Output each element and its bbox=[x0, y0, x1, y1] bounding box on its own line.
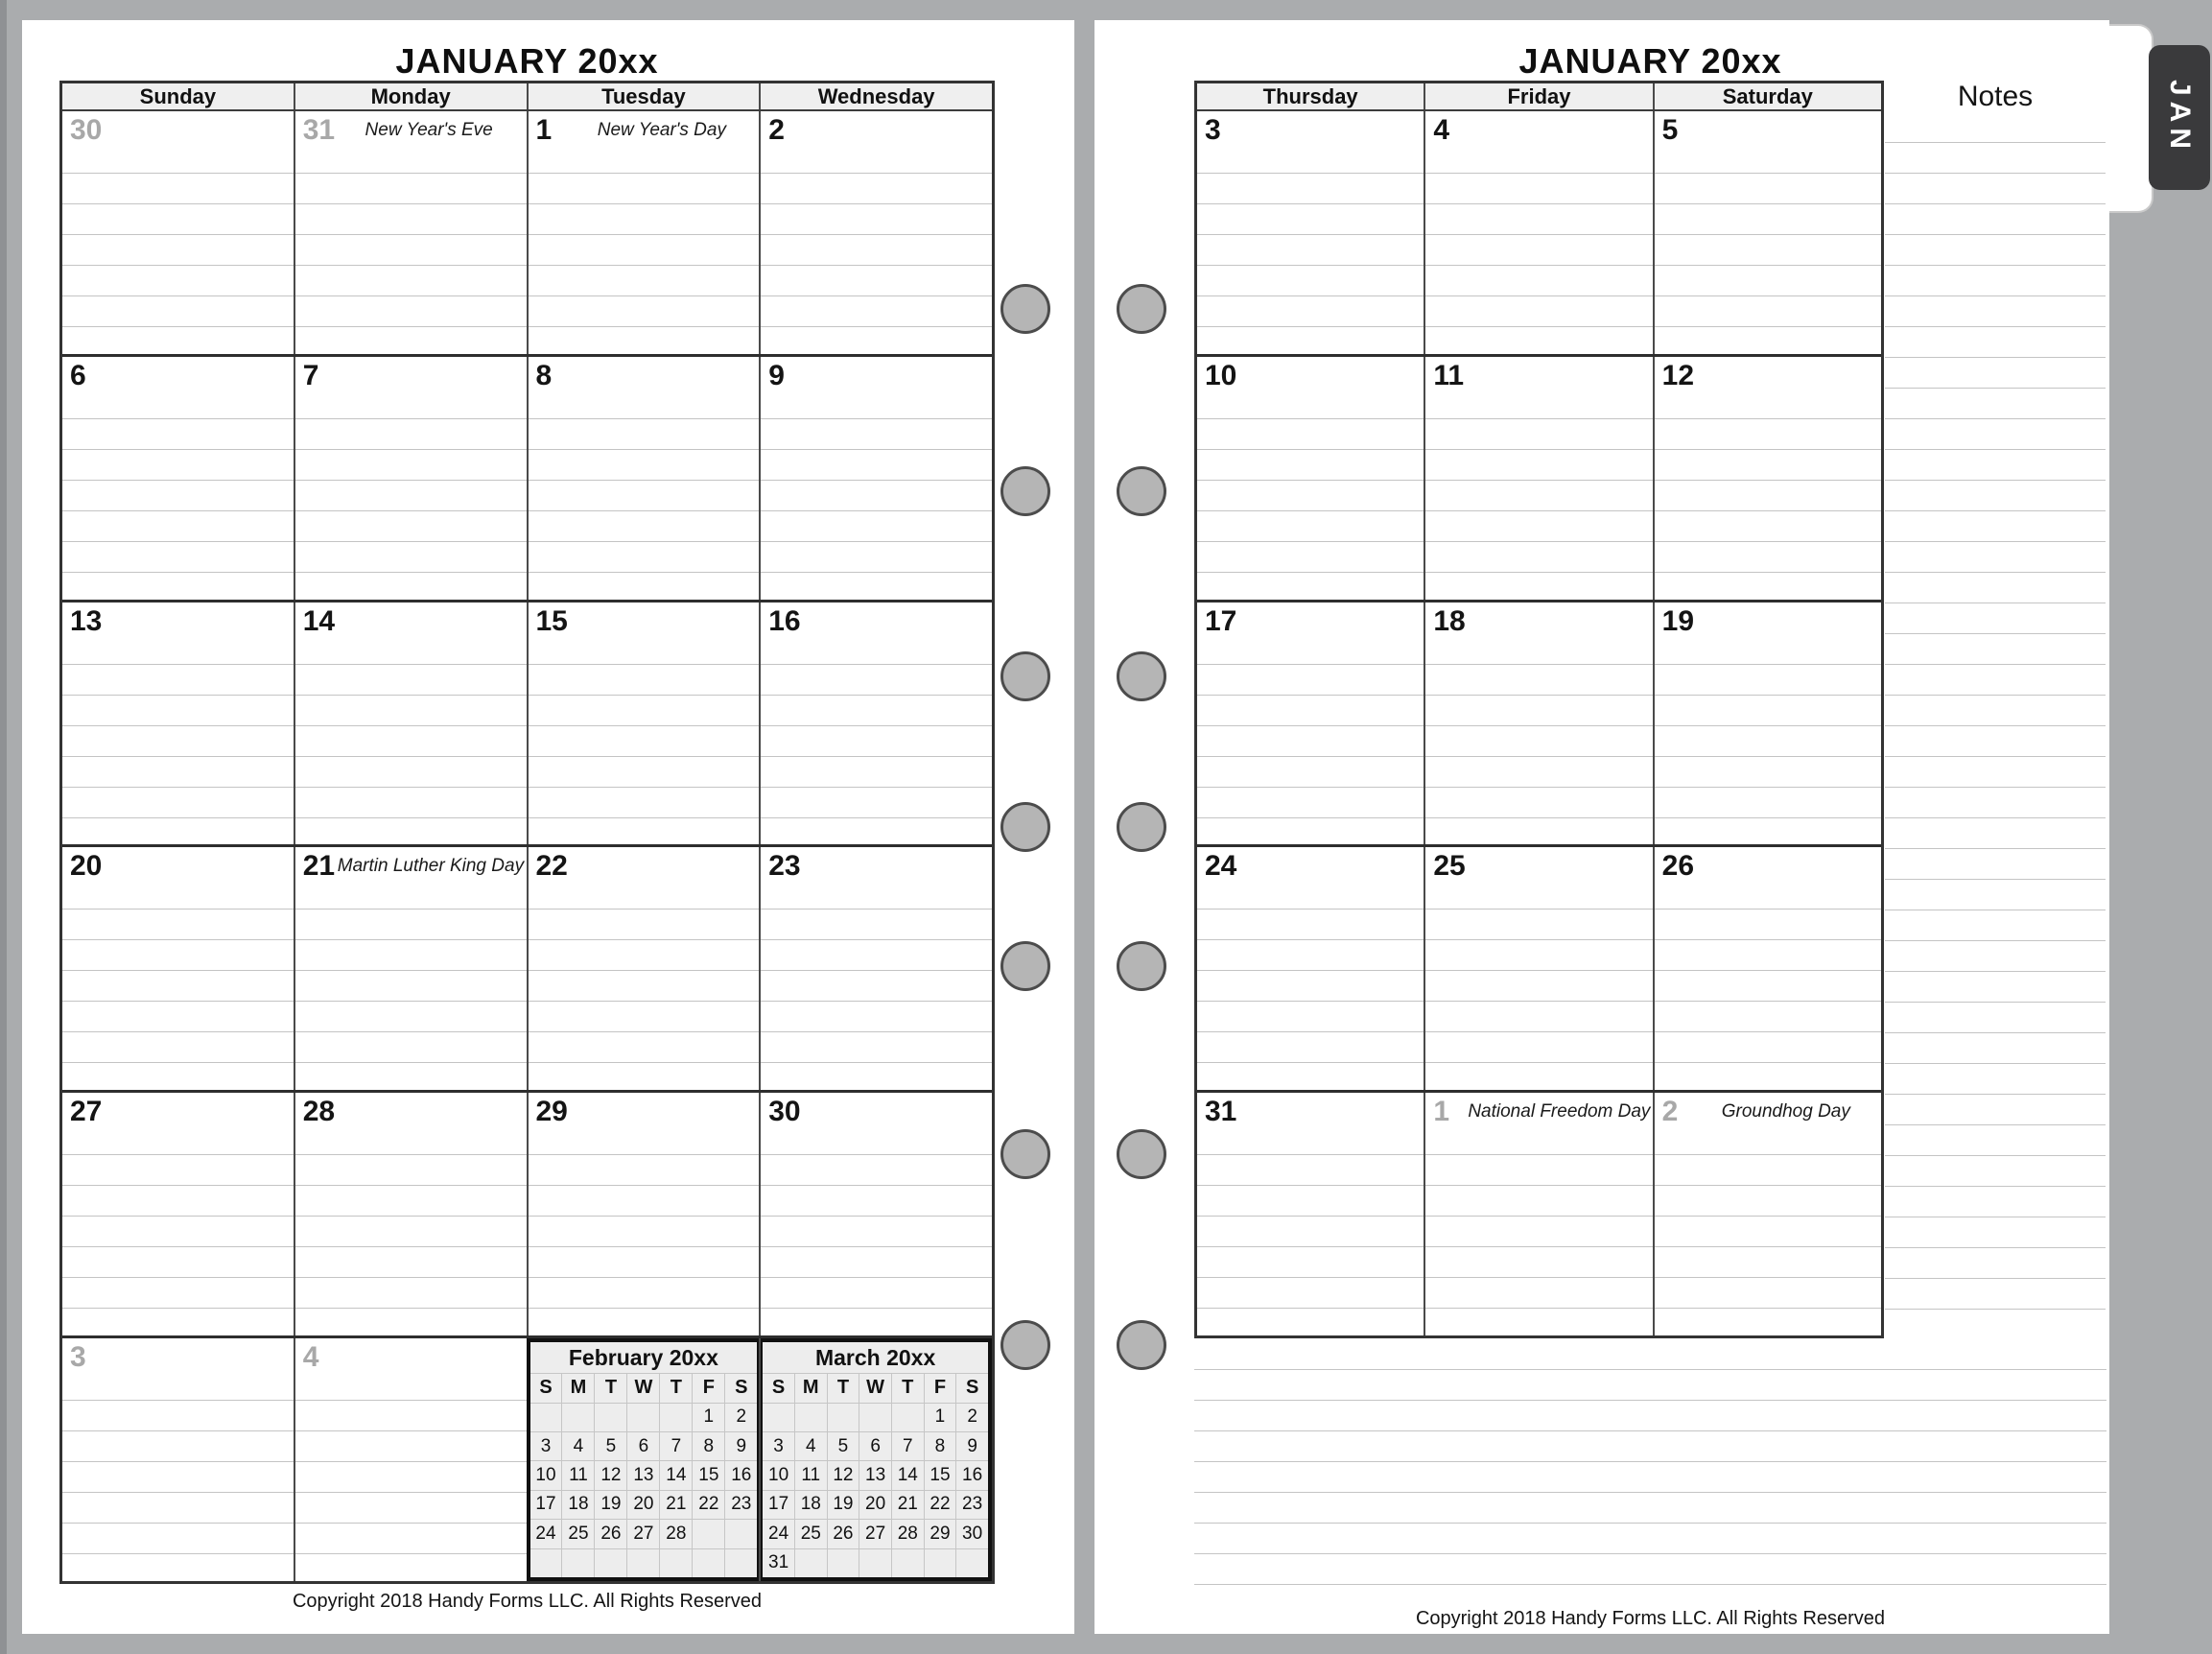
day-number: 7 bbox=[302, 359, 319, 391]
holiday-label: New Year's Day bbox=[597, 120, 726, 140]
week-row bbox=[62, 844, 992, 1090]
notes-line bbox=[1885, 357, 2106, 358]
mini-day bbox=[659, 1404, 692, 1431]
week-row bbox=[62, 354, 992, 600]
mini-day bbox=[692, 1549, 724, 1577]
day-cell-18 bbox=[1424, 603, 1652, 845]
mini-day bbox=[891, 1404, 924, 1431]
mini-week-row bbox=[530, 1490, 758, 1519]
week-row bbox=[1197, 354, 1881, 600]
day-number: 17 bbox=[1205, 604, 1237, 637]
mini-weekday: S bbox=[771, 1377, 786, 1399]
mini-day: 11 bbox=[561, 1461, 594, 1489]
mini-weekday: T bbox=[827, 1374, 859, 1402]
header-tuesday: Tuesday bbox=[527, 83, 760, 109]
mini-day bbox=[659, 1549, 692, 1577]
day-cell-11 bbox=[1424, 357, 1652, 600]
header-friday: Friday bbox=[1424, 83, 1652, 109]
mini-week-row bbox=[530, 1431, 758, 1460]
mini-week-row bbox=[763, 1490, 988, 1519]
day-number: 26 bbox=[1661, 850, 1695, 883]
day-cell-4 bbox=[1424, 111, 1652, 354]
day-number: 16 bbox=[768, 604, 801, 637]
day-cell-3 bbox=[62, 1338, 294, 1581]
day-number: 10 bbox=[1205, 359, 1237, 391]
mini-day: 21 bbox=[659, 1491, 692, 1519]
day-cell-9 bbox=[759, 357, 992, 600]
mini-day: 27 bbox=[859, 1520, 891, 1548]
mini-day: 7 bbox=[659, 1432, 692, 1460]
day-cell-12 bbox=[1653, 357, 1881, 600]
day-number: 8 bbox=[535, 359, 553, 391]
mini-day bbox=[827, 1549, 859, 1577]
binder-hole bbox=[1117, 941, 1166, 991]
day-number: 14 bbox=[302, 604, 336, 637]
day-number: 11 bbox=[1433, 359, 1465, 391]
mini-day: 28 bbox=[659, 1520, 692, 1548]
day-number: 30 bbox=[768, 1096, 801, 1128]
mini-day: 10 bbox=[535, 1465, 556, 1486]
notes-line bbox=[1885, 633, 2106, 634]
mini-day bbox=[891, 1549, 924, 1577]
notes-line bbox=[1885, 295, 2106, 296]
mini-day: 5 bbox=[827, 1432, 859, 1460]
mini-day bbox=[561, 1549, 594, 1577]
notes-line bbox=[1885, 173, 2106, 174]
mini-day: 24 bbox=[768, 1523, 789, 1544]
mini-calendar-march bbox=[761, 1338, 992, 1581]
day-cell-2 bbox=[759, 111, 992, 354]
bottom-notes-line bbox=[1194, 1523, 2106, 1524]
mini-day: 14 bbox=[891, 1461, 924, 1489]
binder-hole bbox=[1000, 651, 1050, 701]
mini-week-row bbox=[763, 1431, 988, 1460]
mini-day: 15 bbox=[692, 1461, 724, 1489]
binder-hole bbox=[1000, 1320, 1050, 1370]
mini-day: 8 bbox=[924, 1432, 956, 1460]
day-cell-6 bbox=[62, 357, 294, 600]
day-cell-16 bbox=[759, 603, 992, 845]
mini-day: 7 bbox=[891, 1432, 924, 1460]
notes-line bbox=[1885, 265, 2106, 266]
mini-day: 13 bbox=[626, 1461, 659, 1489]
mini-day: 22 bbox=[692, 1491, 724, 1519]
header-sunday: Sunday bbox=[139, 83, 217, 108]
mini-day bbox=[626, 1404, 659, 1431]
day-cell-26 bbox=[1653, 847, 1881, 1090]
mini-week-row bbox=[763, 1519, 988, 1548]
day-cell-21 bbox=[294, 847, 527, 1090]
binder-hole bbox=[1000, 1129, 1050, 1179]
mini-day: 6 bbox=[859, 1432, 891, 1460]
day-number: 30 bbox=[70, 114, 103, 146]
mini-day bbox=[763, 1404, 794, 1431]
day-cell-10 bbox=[1197, 357, 1424, 600]
holiday-label: Groundhog Day bbox=[1721, 1101, 1850, 1122]
mini-weekday-row bbox=[530, 1373, 758, 1402]
mini-day: 3 bbox=[540, 1435, 552, 1456]
week-row bbox=[62, 1090, 992, 1335]
weekday-header-row bbox=[62, 83, 992, 111]
mini-day bbox=[626, 1549, 659, 1577]
day-number: 3 bbox=[1205, 114, 1221, 146]
day-number: 4 bbox=[1433, 114, 1450, 146]
week-row bbox=[62, 1335, 992, 1581]
mini-day bbox=[827, 1404, 859, 1431]
mini-day: 9 bbox=[955, 1432, 988, 1460]
mini-day bbox=[692, 1520, 724, 1548]
notes-line bbox=[1885, 817, 2106, 818]
holiday-label: New Year's Eve bbox=[365, 120, 493, 140]
day-number: 4 bbox=[302, 1341, 319, 1374]
mini-day bbox=[724, 1549, 757, 1577]
mini-day: 10 bbox=[768, 1465, 789, 1486]
binder-hole bbox=[1117, 466, 1166, 516]
binder-hole bbox=[1117, 1320, 1166, 1370]
mini-day: 2 bbox=[724, 1404, 757, 1431]
day-number: 19 bbox=[1661, 604, 1695, 637]
mini-day: 19 bbox=[827, 1491, 859, 1519]
day-number: 15 bbox=[535, 604, 568, 637]
mini-day: 17 bbox=[768, 1494, 789, 1515]
right-copyright: Copyright 2018 Handy Forms LLC. All Rights Reserved bbox=[1415, 1608, 1886, 1629]
day-cell-8 bbox=[527, 357, 760, 600]
day-number: 31 bbox=[302, 114, 336, 146]
mini-weekday: T bbox=[891, 1374, 924, 1402]
mini-day bbox=[924, 1549, 956, 1577]
mini-day: 4 bbox=[561, 1432, 594, 1460]
notes-line bbox=[1885, 480, 2106, 481]
day-number: 3 bbox=[70, 1341, 86, 1374]
notes-line bbox=[1885, 1002, 2106, 1003]
notes-line bbox=[1885, 510, 2106, 511]
day-cell-20 bbox=[62, 847, 294, 1090]
notes-line bbox=[1885, 879, 2106, 880]
mini-day bbox=[594, 1404, 626, 1431]
day-number: 22 bbox=[535, 850, 568, 883]
week-row bbox=[62, 111, 992, 354]
day-cell-17 bbox=[1197, 603, 1424, 845]
binder-hole bbox=[1000, 284, 1050, 334]
binder-hole bbox=[1117, 651, 1166, 701]
bottom-notes-line bbox=[1194, 1584, 2106, 1585]
notes-line bbox=[1885, 1063, 2106, 1064]
day-number: 2 bbox=[768, 114, 785, 146]
header-monday: Monday bbox=[294, 83, 527, 109]
notes-line bbox=[1885, 1278, 2106, 1279]
notes-line bbox=[1885, 326, 2106, 327]
notes-line bbox=[1885, 388, 2106, 389]
day-cell-7 bbox=[294, 357, 527, 600]
notes-line bbox=[1885, 848, 2106, 849]
notes-line bbox=[1885, 418, 2106, 419]
mini-day: 5 bbox=[594, 1432, 626, 1460]
mini-day: 26 bbox=[827, 1520, 859, 1548]
mini-day: 18 bbox=[561, 1491, 594, 1519]
mini-day: 25 bbox=[561, 1520, 594, 1548]
notes-line bbox=[1885, 234, 2106, 235]
bottom-notes-line bbox=[1194, 1430, 2106, 1431]
mini-day: 6 bbox=[626, 1432, 659, 1460]
left-page bbox=[22, 20, 1074, 1634]
mini-week-row bbox=[530, 1403, 758, 1431]
binder-hole bbox=[1117, 802, 1166, 852]
week-row bbox=[1197, 600, 1881, 845]
day-number: 5 bbox=[1661, 114, 1679, 146]
mini-day: 3 bbox=[773, 1435, 784, 1456]
notes-line bbox=[1885, 203, 2106, 204]
mini-day: 9 bbox=[724, 1432, 757, 1460]
mini-day: 22 bbox=[924, 1491, 956, 1519]
mini-weekday: T bbox=[659, 1374, 692, 1402]
mini-day bbox=[530, 1549, 562, 1577]
mini-day: 4 bbox=[794, 1432, 827, 1460]
day-cell-5 bbox=[1653, 111, 1881, 354]
mini-calendar-title: February 20xx bbox=[568, 1344, 718, 1370]
mini-day: 16 bbox=[724, 1461, 757, 1489]
day-cell-27 bbox=[62, 1093, 294, 1335]
week-row bbox=[1197, 844, 1881, 1090]
day-cell bbox=[759, 1338, 992, 1581]
day-number: 9 bbox=[768, 359, 785, 391]
day-cell-31 bbox=[1197, 1093, 1424, 1335]
binder-hole bbox=[1000, 802, 1050, 852]
day-number: 2 bbox=[1661, 1096, 1679, 1128]
mini-calendar-february bbox=[527, 1338, 760, 1581]
mini-day bbox=[955, 1549, 988, 1577]
week-row bbox=[1197, 1090, 1881, 1335]
holiday-label: National Freedom Day bbox=[1468, 1101, 1651, 1122]
mini-week-row bbox=[763, 1548, 988, 1577]
day-number: 6 bbox=[70, 359, 86, 391]
mini-weekday: S bbox=[724, 1374, 757, 1402]
week-row bbox=[62, 600, 992, 845]
mini-day bbox=[530, 1404, 562, 1431]
notes-line bbox=[1885, 1186, 2106, 1187]
mini-day: 21 bbox=[891, 1491, 924, 1519]
day-number: 24 bbox=[1205, 850, 1237, 883]
day-number: 18 bbox=[1433, 604, 1466, 637]
day-cell bbox=[527, 1338, 760, 1581]
mini-day: 23 bbox=[955, 1491, 988, 1519]
binder-hole bbox=[1000, 941, 1050, 991]
left-page-title: JANUARY 20xx bbox=[395, 41, 659, 81]
mini-day: 2 bbox=[955, 1404, 988, 1431]
mini-weekday: F bbox=[692, 1374, 724, 1402]
notes-line bbox=[1885, 695, 2106, 696]
mini-day: 25 bbox=[794, 1520, 827, 1548]
notes-line bbox=[1885, 1247, 2106, 1248]
page-tab-backing bbox=[2109, 24, 2153, 213]
bottom-notes-line bbox=[1194, 1553, 2106, 1554]
tab-january-label: JAN bbox=[2164, 80, 2196, 155]
binder-hole bbox=[1117, 1129, 1166, 1179]
day-cell-1 bbox=[527, 111, 760, 354]
mini-day: 24 bbox=[535, 1523, 556, 1544]
mini-day: 11 bbox=[794, 1461, 827, 1489]
day-cell-31 bbox=[294, 111, 527, 354]
mini-day: 8 bbox=[692, 1432, 724, 1460]
mini-day: 23 bbox=[724, 1491, 757, 1519]
day-cell-25 bbox=[1424, 847, 1652, 1090]
mini-week-row bbox=[530, 1548, 758, 1577]
left-edge-shadow bbox=[0, 0, 7, 1654]
mini-day bbox=[859, 1549, 891, 1577]
notes-line bbox=[1885, 787, 2106, 788]
mini-day: 27 bbox=[626, 1520, 659, 1548]
mini-day bbox=[794, 1404, 827, 1431]
mini-day bbox=[794, 1549, 827, 1577]
mini-day: 14 bbox=[659, 1461, 692, 1489]
mini-day bbox=[594, 1549, 626, 1577]
mini-day: 19 bbox=[594, 1491, 626, 1519]
day-number: 28 bbox=[302, 1096, 336, 1128]
notes-line bbox=[1885, 1094, 2106, 1095]
day-number: 1 bbox=[1433, 1096, 1450, 1128]
day-cell-4 bbox=[294, 1338, 527, 1581]
notes-line bbox=[1885, 1309, 2106, 1310]
left-copyright: Copyright 2018 Handy Forms LLC. All Rights Reserved bbox=[292, 1591, 763, 1612]
tab-january[interactable] bbox=[2149, 45, 2210, 190]
bottom-notes-line bbox=[1194, 1492, 2106, 1493]
header-saturday: Saturday bbox=[1653, 83, 1881, 109]
notes-line bbox=[1885, 1124, 2106, 1125]
bottom-notes-line bbox=[1194, 1369, 2106, 1370]
day-cell-24 bbox=[1197, 847, 1424, 1090]
mini-day: 18 bbox=[794, 1491, 827, 1519]
notes-line bbox=[1885, 664, 2106, 665]
notes-line bbox=[1885, 756, 2106, 757]
notes-line bbox=[1885, 725, 2106, 726]
right-page bbox=[1094, 20, 2109, 1634]
mini-week-row bbox=[763, 1460, 988, 1489]
mini-weekday: T bbox=[594, 1374, 626, 1402]
mini-day: 16 bbox=[955, 1461, 988, 1489]
mini-day: 29 bbox=[924, 1520, 956, 1548]
mini-weekday: S bbox=[539, 1377, 553, 1399]
mini-day: 20 bbox=[859, 1491, 891, 1519]
day-cell-15 bbox=[527, 603, 760, 845]
mini-weekday: W bbox=[626, 1374, 659, 1402]
day-cell-30 bbox=[759, 1093, 992, 1335]
notes-label: Notes bbox=[1957, 81, 2034, 112]
mini-day: 30 bbox=[955, 1520, 988, 1548]
mini-day: 31 bbox=[768, 1552, 789, 1573]
mini-week-row bbox=[530, 1460, 758, 1489]
binder-hole bbox=[1117, 284, 1166, 334]
notes-line bbox=[1885, 971, 2106, 972]
notes-line bbox=[1885, 1155, 2106, 1156]
day-number: 29 bbox=[535, 1096, 568, 1128]
mini-day: 13 bbox=[859, 1461, 891, 1489]
notes-line bbox=[1885, 541, 2106, 542]
mini-week-row bbox=[763, 1403, 988, 1431]
mini-day bbox=[859, 1404, 891, 1431]
day-number: 21 bbox=[302, 850, 336, 883]
day-cell-14 bbox=[294, 603, 527, 845]
mini-day: 12 bbox=[827, 1461, 859, 1489]
mini-weekday: F bbox=[924, 1374, 956, 1402]
mini-calendar-title: March 20xx bbox=[814, 1344, 936, 1370]
header-thursday: Thursday bbox=[1262, 83, 1358, 108]
bottom-notes-line bbox=[1194, 1461, 2106, 1462]
notes-line bbox=[1885, 1032, 2106, 1033]
mini-day: 1 bbox=[924, 1404, 956, 1431]
notes-line bbox=[1885, 142, 2106, 143]
binder-hole bbox=[1000, 466, 1050, 516]
day-cell-19 bbox=[1653, 603, 1881, 845]
mini-day: 28 bbox=[891, 1520, 924, 1548]
mini-day bbox=[724, 1520, 757, 1548]
mini-week-row bbox=[530, 1519, 758, 1548]
day-cell-3 bbox=[1197, 111, 1424, 354]
day-number: 31 bbox=[1205, 1096, 1237, 1128]
day-number: 27 bbox=[70, 1096, 103, 1128]
mini-weekday: M bbox=[561, 1374, 594, 1402]
weekday-header-row bbox=[1197, 83, 1881, 111]
day-number: 25 bbox=[1433, 850, 1466, 883]
day-cell-29 bbox=[527, 1093, 760, 1335]
mini-weekday-row bbox=[763, 1373, 988, 1402]
day-cell-22 bbox=[527, 847, 760, 1090]
mini-day: 20 bbox=[626, 1491, 659, 1519]
day-cell-1 bbox=[1424, 1093, 1652, 1335]
day-number: 20 bbox=[70, 850, 103, 883]
holiday-label: Martin Luther King Day bbox=[337, 856, 525, 877]
day-cell-30 bbox=[62, 111, 294, 354]
day-number: 1 bbox=[535, 114, 553, 146]
day-cell-2 bbox=[1653, 1093, 1881, 1335]
day-number: 12 bbox=[1661, 359, 1695, 391]
day-cell-28 bbox=[294, 1093, 527, 1335]
header-wednesday: Wednesday bbox=[759, 83, 992, 109]
mini-day: 12 bbox=[594, 1461, 626, 1489]
mini-day: 26 bbox=[594, 1520, 626, 1548]
mini-day: 15 bbox=[924, 1461, 956, 1489]
notes-line bbox=[1885, 449, 2106, 450]
right-month-grid bbox=[1194, 81, 1884, 1338]
mini-day: 1 bbox=[692, 1404, 724, 1431]
week-row bbox=[1197, 111, 1881, 354]
notes-line bbox=[1885, 572, 2106, 573]
day-cell-13 bbox=[62, 603, 294, 845]
mini-weekday: W bbox=[859, 1374, 891, 1402]
mini-weekday: M bbox=[794, 1374, 827, 1402]
notes-line bbox=[1885, 940, 2106, 941]
day-number: 23 bbox=[768, 850, 801, 883]
mini-weekday: S bbox=[955, 1374, 988, 1402]
day-cell-23 bbox=[759, 847, 992, 1090]
right-page-title: JANUARY 20xx bbox=[1518, 41, 1782, 81]
left-month-grid bbox=[59, 81, 995, 1584]
bottom-notes-line bbox=[1194, 1400, 2106, 1401]
mini-day: 17 bbox=[535, 1494, 556, 1515]
mini-day bbox=[561, 1404, 594, 1431]
day-number: 13 bbox=[70, 604, 103, 637]
